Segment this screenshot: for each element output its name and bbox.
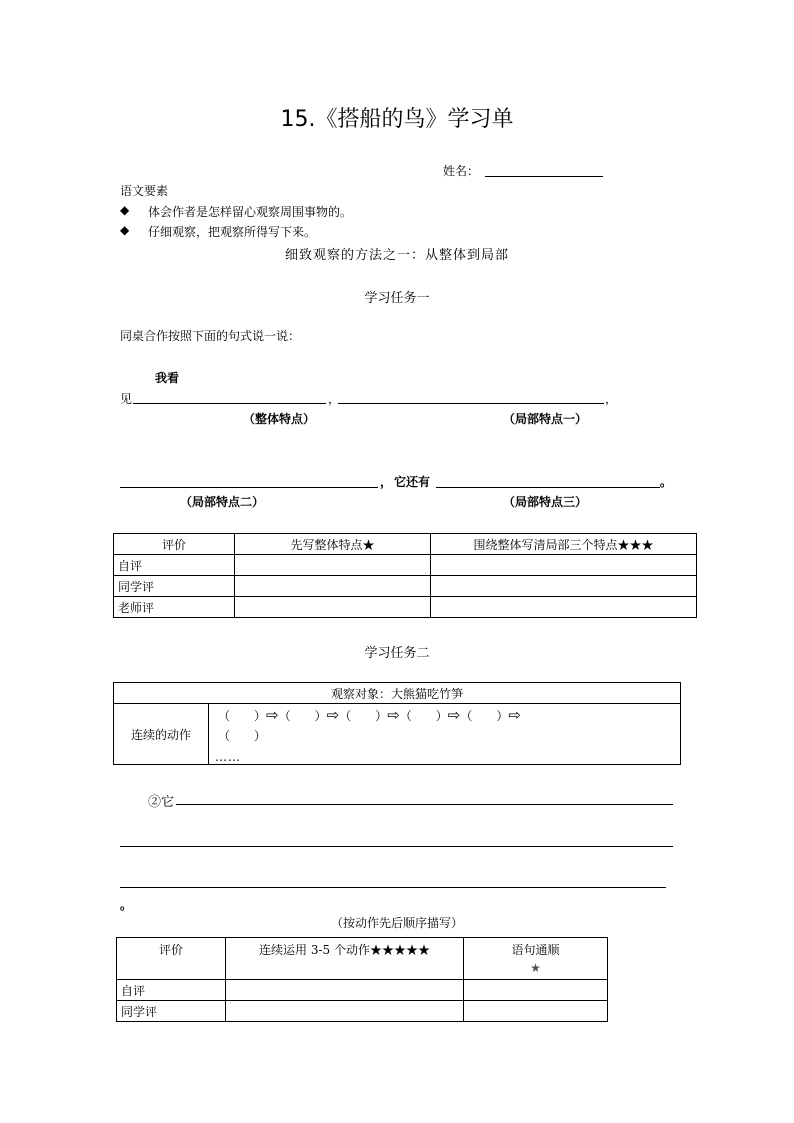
row-label: 自评 [117, 980, 226, 1001]
label-part3: （局部特点三） [503, 495, 588, 509]
page-title: 15.《搭船的鸟》学习单 [280, 107, 514, 132]
actions-label: 连续的动作 [114, 704, 209, 765]
action-blank[interactable]: （ ） [278, 709, 327, 723]
order-note: （按动作先后顺序描写） [330, 916, 463, 930]
action-blank[interactable]: （ ） [218, 709, 267, 723]
method-heading: 细致观察的方法之一：从整体到局部 [284, 248, 509, 263]
bullet-icon: ◆ [120, 223, 130, 237]
action-blank[interactable]: （ ） [339, 709, 388, 723]
writing-line[interactable] [120, 846, 673, 847]
comma: ， [328, 392, 341, 406]
task1-instruction: 同桌合作按照下面的句式说一说： [120, 329, 301, 343]
action-blank[interactable]: （ ） [399, 709, 448, 723]
name-field[interactable] [485, 176, 603, 177]
blank-part3[interactable] [436, 487, 660, 488]
writing-line[interactable] [176, 804, 673, 805]
write-start: ②它 [148, 795, 175, 810]
blank-whole[interactable] [133, 403, 326, 404]
label-whole: （整体特点） [243, 412, 316, 426]
table-row [114, 555, 697, 576]
bullet-icon: ◆ [120, 203, 130, 217]
table-header: 先写整体特点★ [235, 534, 431, 555]
action-blank[interactable]: （ ） [460, 709, 509, 723]
comma: ， [605, 392, 618, 406]
period: 。 [660, 475, 673, 489]
table-header: 围绕整体写清局部三个特点★★★ [431, 534, 697, 555]
table-header: 评价 [117, 938, 226, 980]
end-period: 。 [120, 898, 133, 912]
still-has: 它还有 [394, 475, 431, 489]
comma: ， [380, 475, 393, 489]
eval-table-1 [113, 533, 697, 618]
table-header: 评价 [114, 534, 235, 555]
action-blank[interactable]: （ ） [218, 729, 267, 743]
writing-line[interactable] [120, 887, 666, 888]
table-cell[interactable] [431, 576, 697, 597]
table-cell[interactable] [431, 597, 697, 618]
section-label: 语文要素 [120, 184, 169, 198]
row-label: 自评 [114, 555, 235, 576]
action-sequence [218, 706, 521, 724]
sentence-start: 我看 [155, 371, 180, 385]
bullet-item: 体会作者是怎样留心观察周围事物的。 [148, 205, 353, 219]
table-header: 连续运用 3-5 个动作★★★★★ [226, 938, 464, 980]
blank-part1[interactable] [338, 403, 604, 404]
table-header [464, 938, 608, 980]
table-cell[interactable] [235, 576, 431, 597]
observe-target: 观察对象：大熊猫吃竹笋 [114, 683, 681, 704]
row-label: 同学评 [117, 1001, 226, 1022]
table-row [114, 576, 697, 597]
row-label: 同学评 [114, 576, 235, 597]
label-part2: （局部特点二） [180, 495, 265, 509]
star-icon: ★ [530, 961, 541, 975]
table-row [114, 597, 697, 618]
table-cell[interactable] [431, 555, 697, 576]
task1-heading: 学习任务一 [364, 291, 430, 306]
ellipsis: …… [215, 750, 241, 764]
row-label: 老师评 [114, 597, 235, 618]
table-cell[interactable] [226, 1001, 464, 1022]
bullet-item: 仔细观察，把观察所得写下来。 [148, 225, 317, 239]
arrow-right-icon: ⇨ [326, 706, 340, 724]
arrow-right-icon: ⇨ [266, 706, 279, 724]
task2-heading: 学习任务二 [364, 646, 430, 661]
table-cell[interactable] [464, 1001, 608, 1022]
table-row [117, 980, 608, 1001]
label-part1: （局部特点一） [503, 412, 588, 426]
header-text: 语句通顺 [511, 943, 560, 957]
table-cell[interactable] [226, 980, 464, 1001]
arrow-right-icon: ⇨ [447, 706, 461, 724]
table-cell[interactable] [235, 555, 431, 576]
name-label: 姓名： [443, 164, 480, 178]
arrow-right-icon: ⇨ [508, 706, 521, 724]
table-cell[interactable] [235, 597, 431, 618]
table-cell[interactable] [464, 980, 608, 1001]
sentence-start-2: 见 [120, 392, 133, 406]
blank-part2[interactable] [120, 487, 378, 488]
arrow-right-icon: ⇨ [387, 706, 400, 724]
eval-table-2 [116, 937, 608, 1022]
table-row [117, 1001, 608, 1022]
